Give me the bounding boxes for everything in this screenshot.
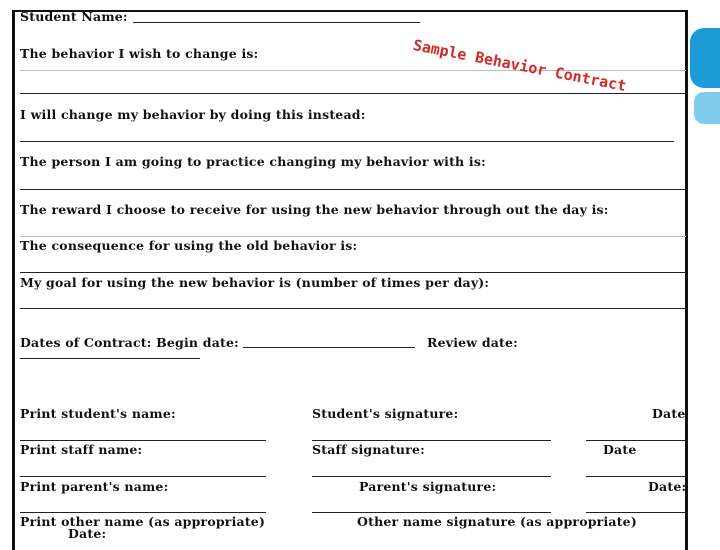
- begin-date-label: Dates of Contract: Begin date:: [20, 335, 239, 350]
- staff-date-line[interactable]: [586, 476, 688, 477]
- student-print-line[interactable]: [20, 440, 266, 441]
- parent-date-label: Date:: [648, 479, 687, 494]
- other-print-label: Print other name (as appropriate): [20, 514, 266, 529]
- parent-signature-label: Parent's signature:: [359, 479, 497, 494]
- student-name-line[interactable]: [133, 22, 420, 23]
- other-signature-label: Other name signature (as appropriate): [357, 514, 637, 529]
- staff-print-line[interactable]: [20, 476, 266, 477]
- consequence-line[interactable]: [20, 272, 686, 273]
- parent-print-line[interactable]: [20, 512, 266, 513]
- slide-accent-bar: [690, 28, 720, 88]
- goal-line[interactable]: [20, 308, 686, 309]
- student-print-label: Print student's name:: [20, 406, 176, 421]
- begin-date-line[interactable]: [243, 347, 415, 348]
- staff-signature-label: Staff signature:: [312, 442, 425, 457]
- practice-person-label: The person I am going to practice changing my behavior with is:: [20, 154, 486, 169]
- sample-watermark: Sample Behavior Contract: [411, 36, 628, 96]
- instead-line[interactable]: [20, 141, 674, 142]
- practice-person-line[interactable]: [20, 189, 686, 190]
- staff-print-label: Print staff name:: [20, 442, 143, 457]
- student-name-label: Student Name:: [20, 9, 128, 24]
- other-date-label: Date:: [68, 526, 107, 541]
- student-date-line[interactable]: [586, 440, 688, 441]
- review-date-line[interactable]: [20, 358, 200, 359]
- consequence-label: The consequence for using the old behavior is:: [20, 238, 358, 253]
- behavior-change-label: The behavior I wish to change is:: [20, 46, 259, 61]
- instead-label: I will change my behavior by doing this instead:: [20, 107, 366, 122]
- reward-line[interactable]: [20, 236, 686, 237]
- parent-signature-line[interactable]: [312, 512, 551, 513]
- parent-print-label: Print parent's name:: [20, 479, 169, 494]
- slide-accent-bar-light: [694, 92, 720, 124]
- goal-label: My goal for using the new behavior is (number of times per day):: [20, 275, 490, 290]
- student-date-label: Date: [652, 406, 686, 421]
- parent-date-line[interactable]: [586, 512, 688, 513]
- student-signature-label: Student's signature:: [312, 406, 459, 421]
- review-date-label: Review date:: [427, 335, 518, 350]
- staff-date-label: Date: [603, 442, 637, 457]
- behavior-change-line-2[interactable]: [20, 93, 686, 94]
- student-signature-line[interactable]: [312, 440, 551, 441]
- reward-label: The reward I choose to receive for using the new behavior through out the day is:: [20, 202, 609, 217]
- staff-signature-line[interactable]: [312, 476, 551, 477]
